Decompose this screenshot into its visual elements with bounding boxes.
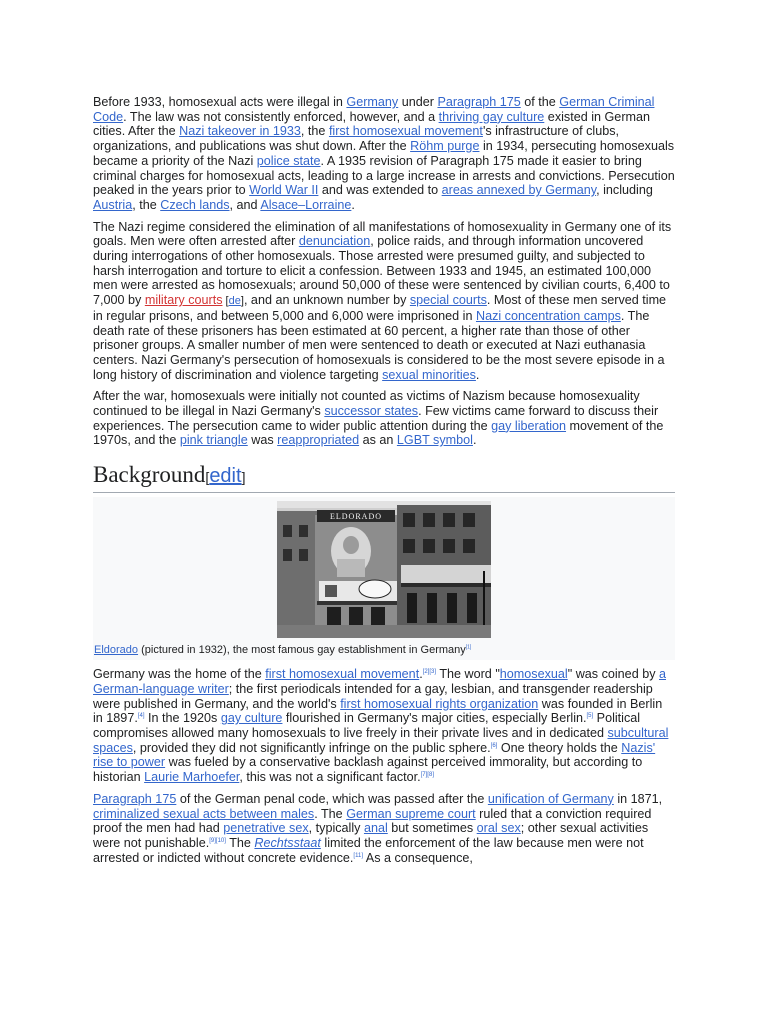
background-paragraph <box>93 792 675 866</box>
text-run: , police raids, and through information uncovered during interrogations of other homosexuals. Those arrested were presumed guilty, and subjected to harsh interrogation and torture to elicit a confession. Between 1933 and 1945, an estimated 100,000 men were arrested as homosexuals; around 50,000 of these were sentenced by civilian courts, 6,400 to 7,000 by <box>93 234 670 308</box>
citation-link[interactable]: [1] <box>465 644 472 651</box>
interlanguage-link: [de] <box>222 295 244 308</box>
wiki-link[interactable]: reappropriated <box>277 433 360 448</box>
wiki-link[interactable]: unification of Germany <box>487 791 614 806</box>
text-run: was <box>247 433 278 448</box>
wiki-link[interactable]: anal <box>363 821 388 836</box>
text-run: of the <box>520 95 560 109</box>
text-run: movement of the 1970s, and the <box>93 418 664 448</box>
citation-link[interactable]: [11] <box>353 852 363 859</box>
text-run: . The law was not consistently enforced, however, and a <box>123 109 439 124</box>
text-run: , the <box>300 124 329 139</box>
citation <box>353 852 363 858</box>
background-section <box>93 667 675 865</box>
text-run: As a consequence, <box>362 850 473 865</box>
text-run: . A 1935 revision of Paragraph 175 made it easier to bring criminal charges for homosexual acts, leading to a large increase in arrests and convictions. Persecution peaked in the years prior to <box>93 153 675 198</box>
text-run: , and <box>229 197 261 212</box>
edit-section-link[interactable]: edit <box>209 465 242 488</box>
wiki-link[interactable]: World War II <box>249 183 319 198</box>
eldorado-sign-text: ELDORADO <box>330 512 382 522</box>
interlanguage-link-de[interactable]: de <box>228 295 241 308</box>
wiki-link[interactable]: police state <box>256 153 321 168</box>
text-run: After the war, homosexuals were initially not counted as victims of Nazism because homosexuality continued to be illegal in Nazi Germany's <box>93 389 640 419</box>
wiki-link[interactable]: first homosexual movement <box>265 667 420 682</box>
wiki-link[interactable]: areas annexed by Germany <box>441 183 597 198</box>
wiki-link[interactable]: German Criminal Code <box>93 95 655 124</box>
wiki-link[interactable]: first homosexual rights organization <box>340 696 539 711</box>
wiki-link[interactable]: Laurie Marhoefer <box>144 770 240 785</box>
wiki-link[interactable]: pink triangle <box>179 433 248 448</box>
wiki-link[interactable]: homosexual <box>499 667 568 682</box>
text-run: , provided they did not significantly infringe on the public sphere. <box>132 740 491 755</box>
text-run: Political compromises allowed many homosexuals to live freely in their private lives and in dedicated <box>93 711 641 740</box>
text-run: in 1934, persecuting homosexuals became a priority of the Nazi <box>93 139 675 168</box>
article-content <box>93 95 675 872</box>
text-run: flourished in Germany's major cities, especially Berlin. <box>282 711 587 726</box>
text-run: . <box>472 433 477 448</box>
section-heading-background <box>93 462 675 493</box>
edit-bracket-close: ] <box>241 469 246 486</box>
wiki-link[interactable]: gay liberation <box>491 418 567 433</box>
wiki-link[interactable]: Paragraph 175 <box>437 95 521 109</box>
text-run: . <box>475 367 480 382</box>
wiki-link[interactable]: oral sex <box>476 821 521 836</box>
citation <box>421 772 434 778</box>
wiki-link[interactable]: special courts <box>409 293 487 308</box>
wiki-link[interactable]: Rechtsstaat <box>254 835 321 850</box>
wiki-link[interactable]: first homosexual movement <box>328 124 483 139</box>
text-run: , the <box>132 197 161 212</box>
wiki-link[interactable]: subcultural spaces <box>93 725 669 755</box>
text-run: under <box>398 95 438 109</box>
citation-link[interactable]: [4] <box>137 713 145 720</box>
text-run: as an <box>359 433 397 448</box>
citation <box>423 669 436 675</box>
wiki-link[interactable]: Eldorado <box>94 644 139 657</box>
text-run: The Nazi regime considered the elimination of all manifestations of homosexuality in Germany one of its goals. Men were often arrested after <box>93 219 672 249</box>
wiki-link[interactable]: gay culture <box>220 711 283 726</box>
text-run: and was extended to <box>318 183 442 198</box>
figure-caption <box>94 644 675 657</box>
wiki-link[interactable]: Nazis' rise to power <box>93 740 656 770</box>
wiki-link[interactable]: Czech lands <box>160 197 230 212</box>
text-run: . The <box>314 806 347 821</box>
wiki-link[interactable]: successor states <box>324 404 419 419</box>
text-run: . Few victims came forward to discuss their experiences. The persecution came to wider public attention during the <box>93 404 659 433</box>
text-run: . <box>419 667 423 682</box>
wiki-link[interactable]: German supreme court <box>346 806 476 821</box>
text-run: ; other sexual activities were not punishable. <box>93 821 649 850</box>
wiki-link[interactable]: denunciation <box>298 234 371 249</box>
text-run: Germany was the home of the <box>93 667 266 682</box>
wiki-link[interactable]: a German-language writer <box>93 667 667 696</box>
citation-link[interactable]: [5] <box>586 713 594 720</box>
intro-section <box>93 95 675 448</box>
text-run: One theory holds the <box>497 740 622 755</box>
text-run: was founded in Berlin in 1897. <box>93 696 663 726</box>
edit-bracket-open: [ <box>205 469 210 486</box>
text-run: " was coined by <box>567 667 659 682</box>
text-run: but sometimes <box>387 821 477 836</box>
wiki-link[interactable]: Austria <box>93 197 133 212</box>
citation-link[interactable]: [6] <box>490 742 498 749</box>
wiki-link[interactable]: Nazi takeover in 1933 <box>179 124 301 139</box>
edit-section-link-wrapper <box>205 465 246 488</box>
text-run: ; the first periodicals intended for a gay, lesbian, and transgender readership were published in Germany, and the world's <box>93 681 653 711</box>
text-run: ruled that a conviction required proof the men had had <box>93 806 652 836</box>
text-run: of the German penal code, which was passed after the <box>176 791 488 806</box>
text-run: , including <box>596 183 653 198</box>
citation-link[interactable]: [2][3] <box>422 668 437 675</box>
text-run: , typically <box>308 821 364 836</box>
wiki-link[interactable]: Germany <box>346 95 399 109</box>
intro-paragraph <box>93 389 675 448</box>
text-run: The <box>225 835 255 850</box>
text-run: existed in German cities. After the <box>93 109 651 139</box>
text-run: Before 1933, homosexual acts were illegal in <box>93 95 347 109</box>
text-run: In the 1920s <box>144 711 221 726</box>
wiki-link[interactable]: LGBT symbol <box>396 433 473 448</box>
text-run: (pictured in 1932), the most famous gay establishment in Germany <box>138 644 466 657</box>
text-run: limited the enforcement of the law because men were not arrested or indicted without concrete evidence. <box>93 835 644 865</box>
citation-link[interactable]: [7][8] <box>420 771 434 778</box>
text-run: , and an unknown number by <box>243 293 410 308</box>
figure <box>93 497 675 660</box>
eldorado-photo[interactable] <box>277 501 491 638</box>
wiki-link[interactable]: Nazi concentration camps <box>475 308 621 323</box>
text-run: in 1871, <box>613 791 663 806</box>
wiki-link[interactable]: criminalized sexual acts between males <box>93 806 315 821</box>
text-run: . <box>351 197 355 212</box>
text-run: The word " <box>436 667 500 682</box>
section-title: Background <box>93 462 206 488</box>
text-run: was fueled by a conservative backlash against perceived immorality, but according to historian <box>93 755 643 785</box>
wiki-link[interactable]: military courts <box>144 293 223 308</box>
text-run: . Most of these men served time in regular prisons, and between 5,000 and 6,000 were imprisoned in <box>93 293 667 323</box>
citation <box>209 838 226 844</box>
wiki-link[interactable]: sexual minorities <box>382 367 476 382</box>
wiki-link[interactable]: Röhm purge <box>410 139 480 154</box>
wiki-link[interactable]: Paragraph 175 <box>93 791 177 806</box>
text-run: . The death rate of these prisoners has been estimated at 60 percent, a higher rate than those of other prisoner groups. A smaller number of men were sentenced to death or executed at Nazi euthanasia centers. Nazi Germany's persecution of homosexuals is considered to be the most severe episode in a long history of discrimination and violence targeting <box>93 308 665 382</box>
citation <box>138 713 145 719</box>
background-paragraph <box>93 667 675 785</box>
wiki-link[interactable]: penetrative sex <box>223 821 309 836</box>
wiki-link[interactable]: Alsace–Lorraine <box>260 197 352 212</box>
wiki-link[interactable]: thriving gay culture <box>438 109 545 124</box>
text-run: 's infrastructure of clubs, organizations, and publications was shut down. After the <box>93 124 620 154</box>
citation-link[interactable]: [9][10] <box>209 837 226 844</box>
intro-paragraph <box>93 220 675 383</box>
text-run: , this was not a significant factor. <box>239 770 421 785</box>
intro-paragraph <box>93 95 675 213</box>
citation <box>466 645 472 651</box>
